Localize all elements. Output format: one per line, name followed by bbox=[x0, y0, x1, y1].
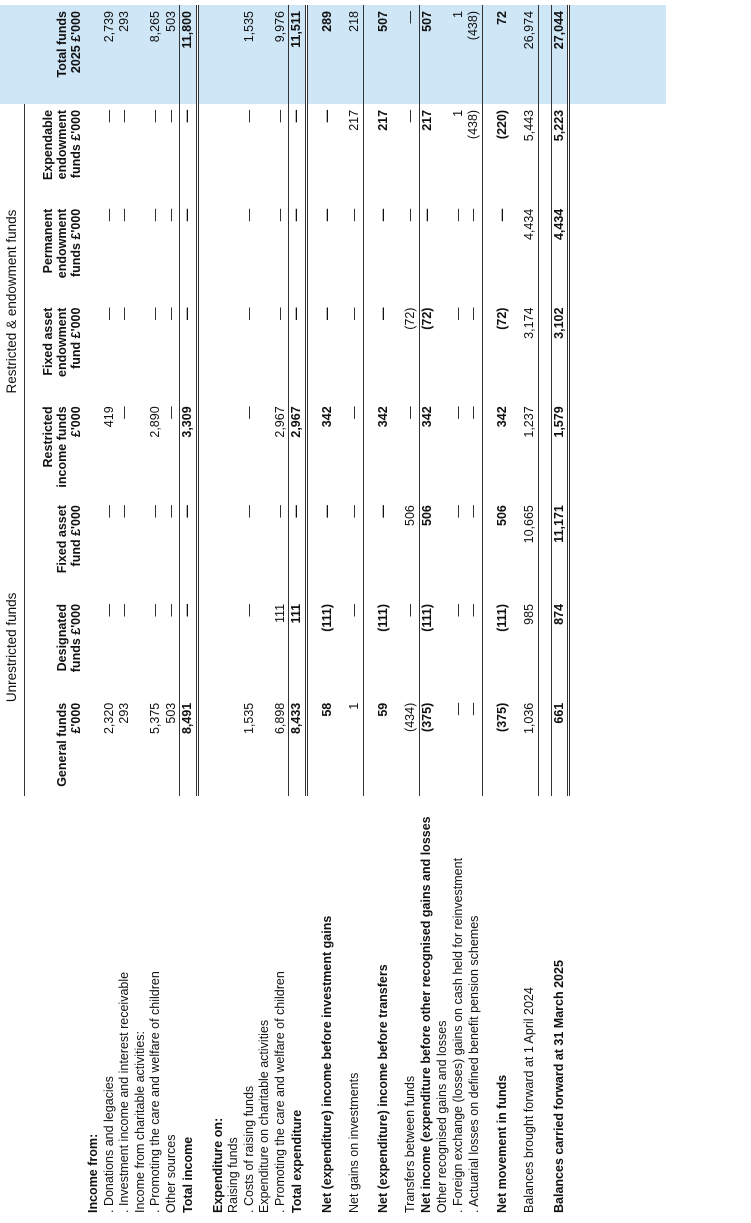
row-label: Net income (expenditure before other recognised gains and losses bbox=[419, 816, 434, 1213]
total-value: 11,511 bbox=[289, 5, 307, 104]
cell-value: — bbox=[289, 499, 307, 598]
cell-value: — bbox=[466, 400, 482, 499]
cell-value: — bbox=[273, 499, 289, 598]
row-label: . Foreign exchange (losses) gains on cash held for reinvestment bbox=[451, 857, 466, 1213]
cell-value: — bbox=[117, 505, 131, 518]
total-value: (438) bbox=[466, 5, 482, 104]
table-row bbox=[403, 5, 419, 1219]
cell-value: — bbox=[450, 406, 465, 419]
cell-value: — bbox=[101, 109, 116, 123]
cell-value: — bbox=[180, 203, 198, 302]
cell-value: 6,898 bbox=[273, 697, 289, 796]
cell-value: — bbox=[289, 302, 307, 401]
cell-value: 2,890 bbox=[148, 406, 162, 438]
cell-value: — bbox=[180, 598, 198, 697]
cell-value: 2,320 bbox=[101, 702, 116, 735]
cell-value: (111) bbox=[375, 603, 390, 632]
column-header: General funds £'000 bbox=[55, 702, 83, 787]
table-row bbox=[419, 5, 435, 1219]
cell-value: (72) bbox=[403, 302, 419, 401]
cell-value: — bbox=[319, 208, 334, 222]
row-label: Balances brought forward at 1 April 2024 bbox=[522, 987, 537, 1213]
cell-value: — bbox=[241, 505, 256, 518]
cell-value: — bbox=[164, 203, 180, 302]
row-label: Expenditure on: bbox=[210, 1117, 225, 1213]
cell-value: — bbox=[101, 603, 116, 617]
cell-value: — bbox=[164, 302, 180, 401]
cell-value: — bbox=[450, 505, 465, 518]
total-value: 1 bbox=[451, 5, 467, 104]
table-row bbox=[257, 5, 273, 1219]
cell-value: — bbox=[494, 208, 509, 222]
table-row bbox=[180, 5, 198, 1219]
cell-value: 506 bbox=[494, 505, 509, 526]
row-label: Balances carried forward at 31 March 2025 bbox=[552, 960, 566, 1213]
cell-value: 342 bbox=[319, 406, 334, 428]
table-row bbox=[102, 5, 118, 1219]
cell-value: — bbox=[289, 203, 307, 302]
cell-value: 3,102 bbox=[551, 302, 569, 401]
cell-value: (111) bbox=[494, 603, 509, 632]
table-row bbox=[347, 5, 363, 1219]
cell-value: — bbox=[273, 302, 289, 401]
total-value: 8,265 bbox=[148, 5, 164, 104]
cell-value: — bbox=[180, 104, 198, 203]
cell-value: (72) bbox=[419, 307, 434, 330]
cell-value: — bbox=[101, 505, 116, 518]
table-row bbox=[133, 5, 149, 1219]
table-row bbox=[86, 5, 102, 1219]
cell-value: 3,309 bbox=[180, 400, 198, 499]
table-row bbox=[148, 5, 164, 1219]
table-row bbox=[242, 5, 258, 1219]
total-value: 218 bbox=[347, 5, 363, 104]
cell-value: 293 bbox=[117, 702, 131, 724]
cell-value: 506 bbox=[403, 499, 419, 598]
cell-value: — bbox=[319, 307, 334, 321]
cell-value: — bbox=[241, 109, 256, 123]
cell-value: 217 bbox=[419, 109, 434, 131]
cell-value: 503 bbox=[164, 697, 180, 796]
cell-value: (72) bbox=[494, 307, 509, 330]
cell-value: — bbox=[148, 603, 162, 617]
cell-value: 5,443 bbox=[522, 104, 538, 203]
cell-value: — bbox=[466, 499, 482, 598]
cell-value: 217 bbox=[347, 104, 363, 203]
cell-value: — bbox=[117, 406, 131, 419]
row-label: Total expenditure bbox=[289, 1109, 304, 1213]
cell-value: 111 bbox=[273, 598, 289, 697]
row-label: Raising funds bbox=[226, 1137, 240, 1213]
total-value: 2,739 bbox=[102, 5, 118, 104]
cell-value: (434) bbox=[403, 697, 419, 796]
table-row bbox=[435, 5, 451, 1219]
cell-value: 8,433 bbox=[289, 697, 307, 796]
table-row bbox=[551, 5, 569, 1219]
cell-value: (375) bbox=[494, 702, 509, 732]
row-label: Transfers between funds bbox=[403, 1075, 418, 1213]
restricted-endowment-funds-header: Restricted & endowment funds bbox=[0, 104, 25, 499]
cell-value: (375) bbox=[419, 702, 434, 732]
cell-value: — bbox=[375, 505, 390, 518]
cell-value: — bbox=[101, 307, 116, 321]
cell-value: 874 bbox=[551, 598, 569, 697]
cell-value: — bbox=[319, 109, 334, 123]
total-value: 26,974 bbox=[522, 5, 538, 104]
column-header-row bbox=[25, 5, 87, 1219]
cell-value: 4,434 bbox=[522, 203, 538, 302]
cell-value: — bbox=[148, 109, 162, 123]
cell-value: 3,174 bbox=[522, 302, 538, 401]
table-row bbox=[495, 5, 511, 1219]
row-label: . Investment income and interest receivable bbox=[117, 971, 131, 1213]
cell-value: 1 bbox=[450, 109, 465, 117]
cell-value: 2,967 bbox=[289, 400, 307, 499]
cell-value: — bbox=[375, 307, 390, 321]
cell-value: (220) bbox=[494, 109, 509, 140]
column-header: Restricted income funds £'000 bbox=[41, 406, 83, 488]
cell-value: — bbox=[289, 104, 307, 203]
cell-value: — bbox=[273, 104, 289, 203]
cell-value: — bbox=[117, 208, 131, 222]
table-row bbox=[466, 5, 482, 1219]
cell-value: 1,535 bbox=[241, 702, 256, 735]
table-row bbox=[211, 5, 227, 1219]
cell-value: (111) bbox=[319, 603, 334, 632]
total-value: 293 bbox=[117, 5, 133, 104]
total-value: 27,044 bbox=[551, 5, 569, 104]
table-row bbox=[164, 5, 180, 1219]
cell-value: 58 bbox=[319, 702, 334, 717]
cell-value: 5,375 bbox=[148, 702, 162, 735]
row-label: Other recognised gains and losses bbox=[435, 1020, 449, 1213]
total-value: 503 bbox=[164, 5, 180, 104]
row-label: Net (expenditure) income before transfers bbox=[375, 964, 390, 1213]
cell-value: — bbox=[273, 203, 289, 302]
cell-value: — bbox=[419, 208, 434, 222]
total-value: 72 bbox=[495, 5, 511, 104]
cell-value: 11,171 bbox=[551, 499, 569, 598]
cell-value: — bbox=[241, 307, 256, 321]
cell-value: 342 bbox=[375, 406, 390, 428]
cell-value: 985 bbox=[522, 598, 538, 697]
row-label: Income from charitable activities: bbox=[132, 1030, 147, 1213]
cell-value: 217 bbox=[375, 109, 390, 131]
cell-value: — bbox=[117, 109, 131, 123]
cell-value: — bbox=[241, 208, 256, 222]
table-row bbox=[289, 5, 307, 1219]
cell-value: — bbox=[319, 505, 334, 518]
cell-value: 2,967 bbox=[273, 400, 289, 499]
row-label: Net movement in funds bbox=[494, 1074, 509, 1213]
cell-value: 111 bbox=[289, 598, 307, 697]
row-label: Income from: bbox=[86, 1133, 100, 1213]
row-label: . Promoting the care and welfare of children bbox=[148, 971, 162, 1213]
cell-value: — bbox=[403, 203, 419, 302]
cell-value: (111) bbox=[419, 603, 434, 632]
cell-value: — bbox=[466, 598, 482, 697]
cell-value: — bbox=[180, 302, 198, 401]
cell-value: 1 bbox=[347, 697, 363, 796]
cell-value: — bbox=[347, 499, 363, 598]
cell-value: 59 bbox=[375, 702, 390, 717]
cell-value: — bbox=[375, 208, 390, 222]
table-row bbox=[522, 5, 538, 1219]
cell-value: 4,434 bbox=[551, 203, 569, 302]
cell-value: 1,579 bbox=[551, 400, 569, 499]
funds-table bbox=[0, 5, 666, 1219]
table-row bbox=[320, 5, 336, 1219]
column-header: Expendable endowment funds £'000 bbox=[41, 109, 83, 181]
cell-value: — bbox=[466, 302, 482, 401]
cell-value: 342 bbox=[419, 406, 434, 428]
cell-value: 419 bbox=[101, 406, 116, 428]
cell-value: — bbox=[117, 603, 131, 617]
cell-value: — bbox=[180, 499, 198, 598]
cell-value: — bbox=[164, 499, 180, 598]
group-header-row bbox=[0, 5, 25, 1219]
table-row bbox=[451, 5, 467, 1219]
total-value: 507 bbox=[376, 5, 392, 104]
cell-value: 506 bbox=[419, 505, 434, 526]
row-label: . Costs of raising funds bbox=[241, 1085, 256, 1213]
total-value: 289 bbox=[320, 5, 336, 104]
row-label: Net gains on investments bbox=[347, 1072, 362, 1213]
cell-value: — bbox=[466, 697, 482, 796]
cell-value: — bbox=[466, 203, 482, 302]
total-value: 9,976 bbox=[273, 5, 289, 104]
row-label: . Actuarial losses on defined benefit pension schemes bbox=[467, 915, 481, 1213]
cell-value: — bbox=[164, 400, 180, 499]
cell-value: — bbox=[101, 208, 116, 222]
table-row bbox=[117, 5, 133, 1219]
cell-value: — bbox=[148, 208, 162, 222]
cell-value: — bbox=[117, 307, 131, 321]
table-row bbox=[273, 5, 289, 1219]
cell-value: — bbox=[347, 203, 363, 302]
cell-value: 1,237 bbox=[522, 400, 538, 499]
cell-value: — bbox=[403, 400, 419, 499]
cell-value: — bbox=[450, 603, 465, 617]
total-value: — bbox=[403, 5, 419, 104]
column-header: Designated funds £'000 bbox=[55, 603, 83, 673]
row-label: Net (expenditure) income before investment gains bbox=[319, 915, 334, 1213]
row-label: Other sources bbox=[163, 1134, 178, 1213]
cell-value: (438) bbox=[466, 104, 482, 203]
column-header: Permanent endowment funds £'000 bbox=[41, 208, 83, 279]
total-value: 11,800 bbox=[180, 5, 198, 104]
cell-value: — bbox=[403, 104, 419, 203]
column-header: Fixed asset endowment fund £'000 bbox=[41, 307, 83, 377]
cell-value: 661 bbox=[551, 697, 569, 796]
total-column-header: Total funds 2025 £'000 bbox=[25, 5, 87, 104]
cell-value: — bbox=[241, 406, 256, 419]
table-row bbox=[376, 5, 392, 1219]
cell-value: 5,223 bbox=[551, 104, 569, 203]
cell-value: — bbox=[241, 603, 256, 617]
cell-value: — bbox=[148, 307, 162, 321]
total-value: 1,535 bbox=[242, 5, 258, 104]
row-label: Expenditure on charitable activities bbox=[257, 1019, 271, 1213]
cell-value: — bbox=[403, 598, 419, 697]
cell-value: — bbox=[148, 505, 162, 518]
cell-value: 8,491 bbox=[180, 697, 198, 796]
cell-value: — bbox=[347, 598, 363, 697]
cell-value: — bbox=[450, 208, 465, 222]
cell-value: — bbox=[164, 104, 180, 203]
total-value: 507 bbox=[419, 5, 435, 104]
cell-value: — bbox=[347, 302, 363, 401]
cell-value: 342 bbox=[494, 406, 509, 428]
row-label: . Promoting the care and welfare of children bbox=[272, 971, 287, 1213]
row-label: . Donations and legacies bbox=[101, 1076, 116, 1213]
table-row bbox=[226, 5, 242, 1219]
cell-value: 1,036 bbox=[522, 697, 538, 796]
column-header: Fixed asset fund £'000 bbox=[55, 505, 83, 574]
cell-value: 10,665 bbox=[522, 499, 538, 598]
row-label: Total income bbox=[180, 1136, 195, 1213]
cell-value: — bbox=[347, 400, 363, 499]
cell-value: — bbox=[450, 307, 465, 321]
cell-value: — bbox=[450, 702, 465, 716]
unrestricted-funds-header: Unrestricted funds bbox=[0, 499, 25, 795]
cell-value: — bbox=[164, 598, 180, 697]
